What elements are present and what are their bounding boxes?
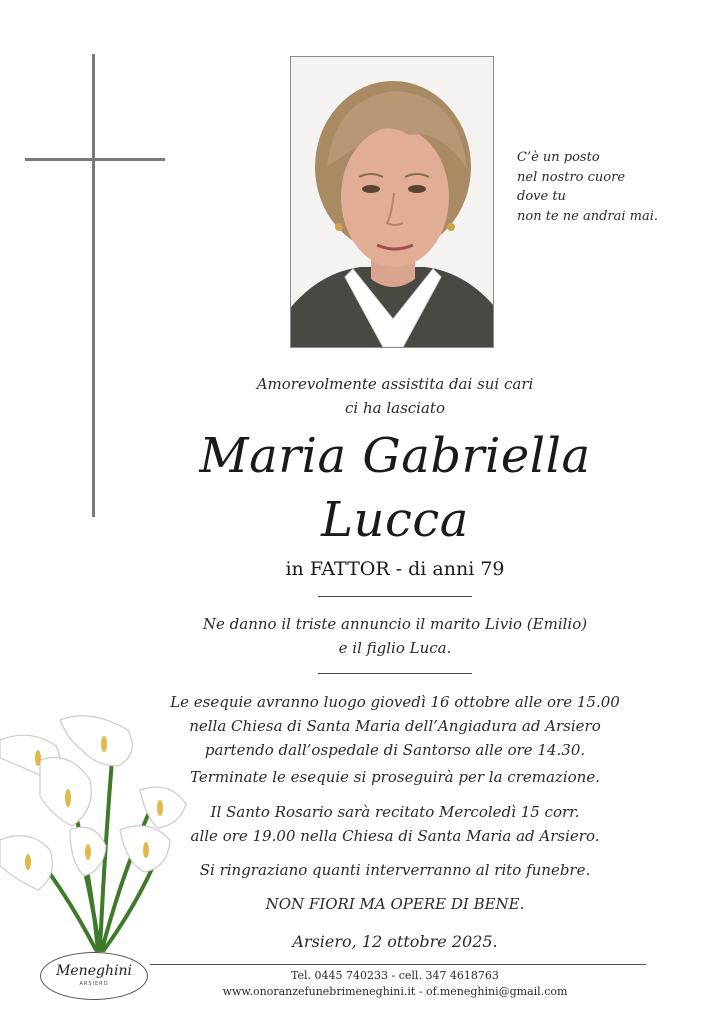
contact-web-email: www.onoranzefunebrimeneghini.it - of.meneghini@gmail.com: [222, 985, 568, 998]
flowers-illustration: [0, 700, 200, 960]
funeral-line-1: Le esequie avranno luogo giovedì 16 ottobre alle ore 15.00: [170, 693, 620, 711]
quote-line: C’è un posto: [517, 150, 600, 165]
quote-line: dove tu: [517, 189, 566, 204]
divider: [318, 596, 472, 597]
funeral-home-logo: [40, 952, 148, 1000]
no-flowers-label: NON FIORI MA OPERE DI BENE.: [265, 895, 525, 913]
memorial-quote: [517, 148, 717, 226]
cremation-text: Terminate le esequie si proseguirà per la cremazione.: [190, 768, 600, 786]
thanks-text: Si ringraziano quanti interverranno al rito funebre.: [199, 861, 591, 879]
logo-name: Meneghini: [56, 963, 132, 979]
rosary-line-2: alle ore 19.00 nella Chiesa di Santa Maria ad Arsiero.: [190, 827, 600, 845]
intro-text: [0, 372, 724, 420]
funeral-line-2: nella Chiesa di Santa Maria dell’Angiadura ad Arsiero: [189, 717, 601, 735]
cross-horizontal-bar: [25, 158, 165, 161]
quote-line: non te ne andrai mai.: [517, 208, 659, 224]
funeral-line-3: partendo dall’ospedale di Santorso alle ore 14.30.: [204, 741, 586, 759]
rosary-line-1: Il Santo Rosario sarà recitato Mercoledì 15 corr.: [210, 803, 580, 821]
announcement-line-1: Ne danno il triste annuncio il marito Livio (Emilio): [202, 615, 588, 633]
place-date: Arsiero, 12 ottobre 2025.: [292, 932, 498, 951]
announcement-text: [0, 612, 724, 660]
calla-lily-flowers: [0, 700, 200, 960]
deceased-first-names: Maria Gabriella: [199, 428, 591, 484]
announcement-line-2: e il figlio Luca.: [338, 639, 452, 657]
intro-line-2: ci ha lasciato: [345, 399, 445, 417]
deceased-surname: Lucca: [321, 492, 469, 548]
footer-divider: [150, 964, 646, 965]
portrait-illustration: [291, 57, 494, 348]
contact-info: [200, 968, 590, 1000]
divider: [318, 673, 472, 674]
logo-subtitle: ARSIERO: [79, 981, 109, 987]
portrait-photo: [290, 56, 494, 348]
intro-line-1: Amorevolmente assistita dai sui cari: [256, 375, 534, 393]
contact-phone: Tel. 0445 740233 - cell. 347 4618763: [291, 969, 499, 982]
deceased-detail: in FATTOR - di anni 79: [285, 558, 505, 580]
quote-line: nel nostro cuore: [517, 169, 626, 185]
